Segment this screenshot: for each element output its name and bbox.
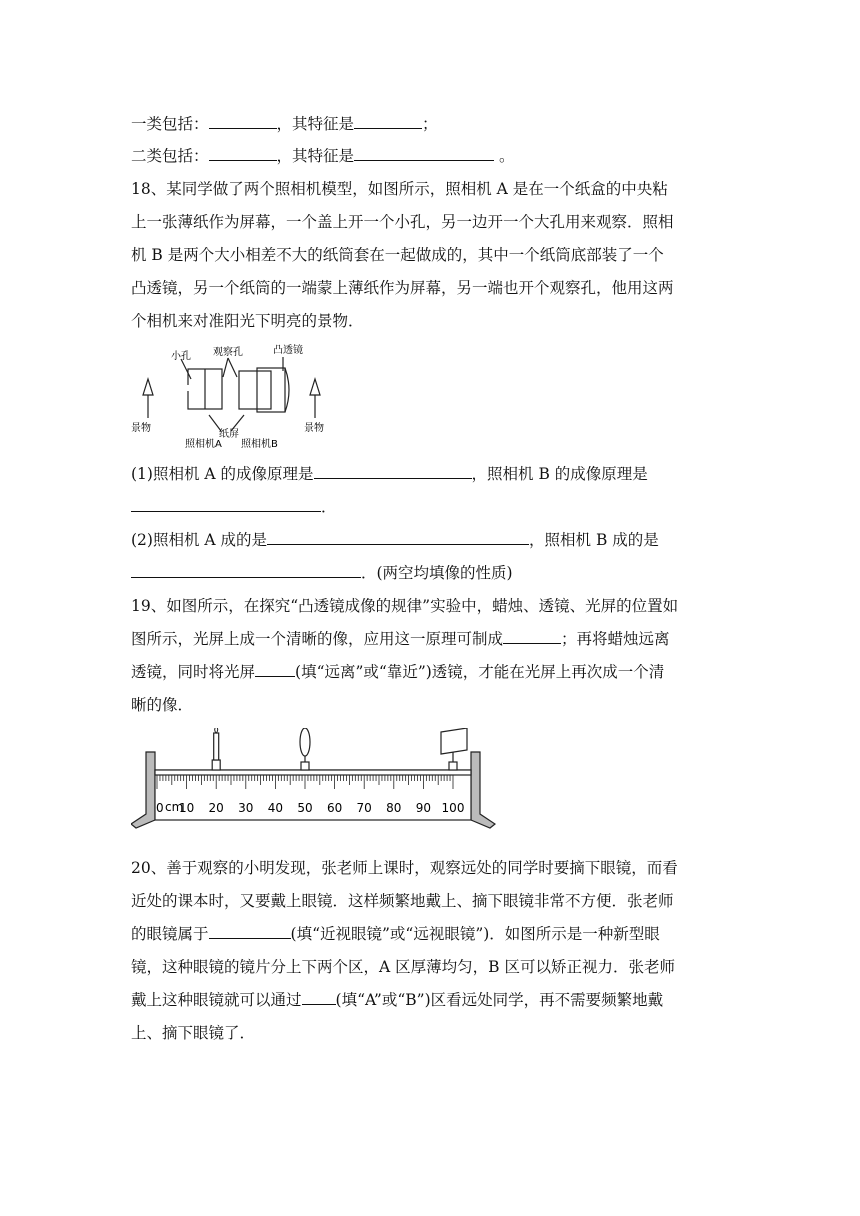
convex-lens	[300, 728, 310, 756]
text: ，照相机 B 的成像原理是	[471, 465, 648, 483]
q18-part2-cont	[131, 562, 513, 584]
bench-leg-right	[471, 752, 495, 828]
label-screen: 纸屏	[219, 429, 239, 440]
q18-part1	[131, 463, 648, 485]
text: ，照相机 B 成的是	[529, 531, 659, 549]
camera-b-tube-1	[239, 371, 271, 409]
blank[interactable]	[267, 529, 529, 545]
tick-label: 30	[238, 801, 254, 815]
blank[interactable]	[209, 113, 277, 129]
q20-line-1: 20、善于观察的小明发现，张老师上课时，观察远处的同学时要摘下眼镜，而看	[131, 859, 678, 877]
q20-line-3	[131, 923, 660, 945]
label-camera-a: 照相机A	[185, 439, 222, 450]
blank[interactable]	[503, 628, 561, 644]
text: 。	[494, 147, 515, 165]
blank[interactable]	[354, 145, 494, 161]
lens-holder	[301, 762, 309, 770]
blank[interactable]	[302, 989, 336, 1005]
text: 戴上这种眼镜就可以通过	[131, 991, 302, 1009]
tick-label: 100	[441, 801, 465, 815]
label-scene-right: 景物	[304, 423, 324, 434]
text: 图所示，光屏上成一个清晰的像，应用这一原理可制成	[131, 630, 504, 648]
text: ．(两空均填像的性质)	[361, 564, 513, 582]
q19-line-3	[131, 661, 664, 683]
text: ．	[321, 498, 337, 516]
q18-line-5: 个相机来对准阳光下明亮的景物．	[131, 312, 364, 330]
q20-line-2: 近处的课本时，又要戴上眼镜．这样频繁地戴上、摘下眼镜非常不方便．张老师	[131, 892, 674, 910]
q18-line-4: 凸透镜，另一个纸筒的一端蒙上薄纸作为屏幕，另一端也开个观察孔，他用这两	[131, 279, 674, 297]
arrow-head-left	[143, 379, 153, 395]
label-viewhole: 观察孔	[213, 347, 243, 358]
light-screen	[441, 728, 467, 754]
tick-label: 70	[356, 801, 372, 815]
text: (填“远离”或“靠近”)透镜，才能在光屏上再次成一个清	[295, 663, 665, 681]
tick-label: 90	[415, 801, 432, 815]
q20-line-5	[131, 989, 663, 1011]
q19-line-2	[131, 628, 670, 650]
q19-line-1: 19、如图所示，在探究“凸透镜成像的规律”实验中，蜡烛、透镜、光屏的位置如	[131, 597, 679, 615]
blank[interactable]	[354, 113, 422, 129]
text: ，其特征是	[276, 115, 355, 133]
tick-label: 60	[326, 801, 343, 815]
arrow-head-right	[310, 379, 320, 395]
blank[interactable]	[209, 145, 277, 161]
q18-part2	[131, 529, 659, 551]
tick-label: 0	[156, 801, 164, 815]
bench-leg-left	[131, 752, 155, 828]
candle-holder	[212, 760, 220, 770]
text: (填“近视眼镜”或“远视眼镜”)．如图所示是一种新型眼	[290, 925, 660, 943]
tick-label: 20	[208, 801, 224, 815]
tick-label: 50	[297, 801, 313, 815]
label-camera-b: 照相机B	[241, 439, 278, 450]
convex-lens-shape	[285, 368, 289, 412]
text: 一类包括：	[131, 115, 209, 133]
q18-line-1: 18、某同学做了两个照相机模型，如图所示，照相机 A 是在一个纸盒的中央粘	[131, 180, 668, 198]
optical-bench-figure	[131, 728, 496, 832]
text: ；再将蜡烛远离	[561, 630, 670, 648]
tick-label: 40	[267, 801, 284, 815]
text: ，其特征是	[276, 147, 355, 165]
q20-line-4: 镜，这种眼镜的镜片分上下两个区，A 区厚薄均匀，B 区可以矫正视力．张老师	[131, 958, 675, 976]
label-lens: 凸透镜	[273, 345, 303, 356]
label-pinhole: 小孔	[171, 351, 191, 362]
blank[interactable]	[314, 463, 472, 479]
text: (1)照相机 A 的成像原理是	[131, 465, 314, 483]
tick-label: 80	[386, 801, 402, 815]
answer-line-1	[131, 113, 438, 135]
blank[interactable]	[255, 661, 295, 677]
text: 透镜，同时将光屏	[131, 663, 256, 681]
unit-label: cm	[165, 800, 184, 814]
q18-line-2: 上一张薄纸作为屏幕，一个盖上开一个小孔，另一边开一个大孔用来观察．照相	[131, 213, 674, 231]
text: (2)照相机 A 成的是	[131, 531, 268, 549]
blank[interactable]	[131, 496, 321, 512]
candle-flame	[215, 728, 218, 733]
candle	[214, 733, 219, 760]
blank[interactable]	[209, 923, 291, 939]
q18-part1-cont	[131, 496, 337, 518]
text: (填“A”或“B”)区看远处同学，再不需要频繁地戴	[335, 991, 664, 1009]
q20-line-6: 上、摘下眼镜了．	[131, 1024, 256, 1042]
answer-line-2	[131, 145, 514, 167]
text: 的眼镜属于	[131, 925, 209, 943]
q19-line-4: 晰的像．	[131, 696, 194, 714]
screen-holder	[449, 762, 457, 770]
camera-models-figure	[131, 343, 351, 451]
text: 二类包括：	[131, 147, 209, 165]
q18-line-3: 机 B 是两个大小相差不大的纸筒套在一起做成的，其中一个纸筒底部装了一个	[131, 246, 664, 264]
label-scene-left: 景物	[131, 423, 151, 434]
text: ；	[422, 115, 438, 133]
tick-label: 10	[178, 801, 195, 815]
blank[interactable]	[131, 562, 361, 578]
